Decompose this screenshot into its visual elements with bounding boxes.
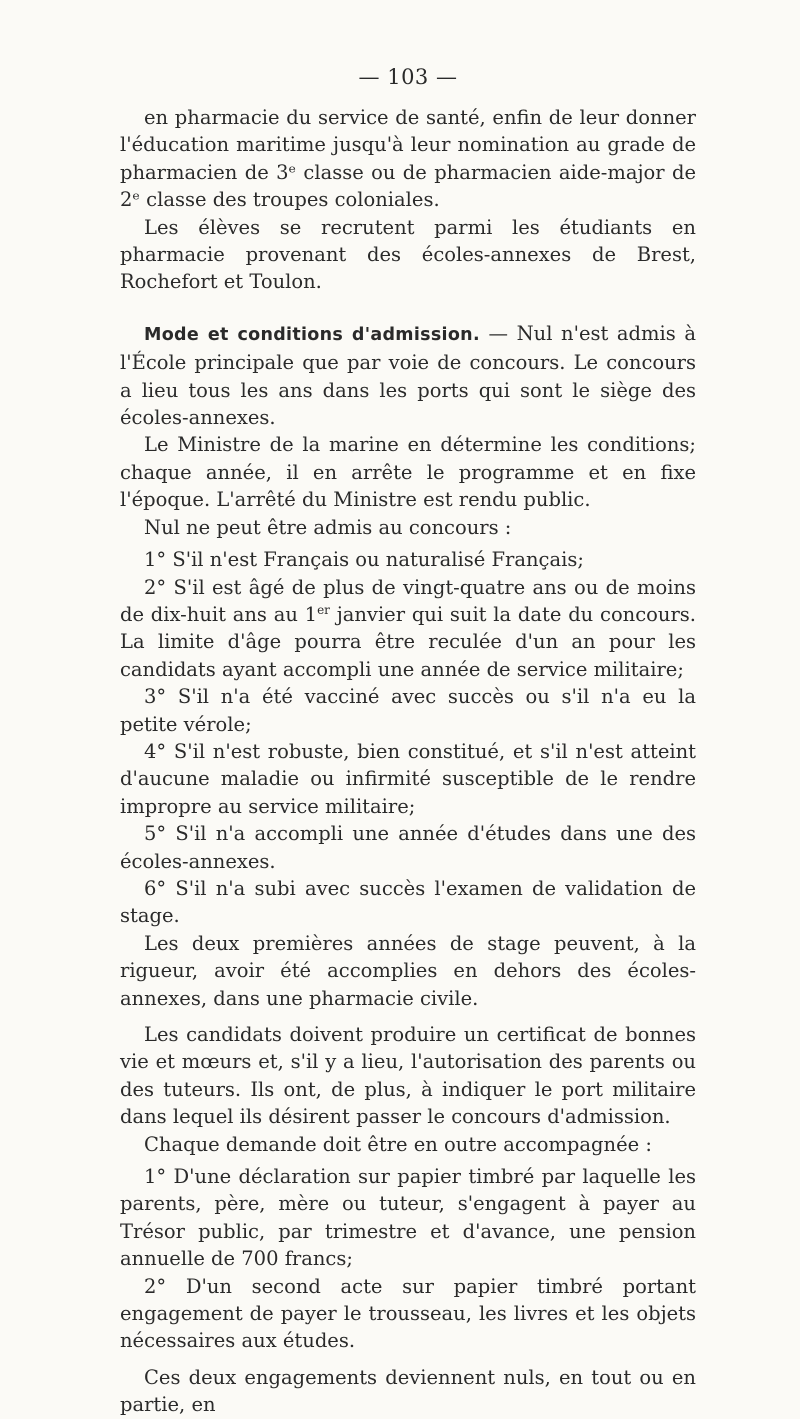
ordinal-superscript: er [317,602,330,617]
list-item: 3° S'il n'a été vacciné avec succès ou s'il n'a eu la petite vérole; [120,685,696,736]
list-item: 1° D'une déclaration sur papier timbré par laquelle les parents, père, mère ou tuteur, s'engagent à payer au Trésor public, par trimestre et d'avance, une pension annuelle de 700 francs; [120,1165,696,1271]
section-heading: Mode et conditions d'admission. [144,324,480,345]
list-item: 2° S'il est âgé de plus de vingt-quatre ans ou de moins de dix-huit ans au 1er janvier qui suit la date du concours. La limite d'âge pourra être reculée d'un an pour les candidats ayant accompli une année de service militaire; [120,575,696,681]
list-item: 6° S'il n'a subi avec succès l'examen de validation de stage. [120,876,696,928]
page-content [120,62,696,1419]
paragraph: Les élèves se recrutent parmi les étudiants en pharmacie provenant des écoles-annexes de Brest, Rochefort et Toulon. [120,215,696,294]
list-item: 5° S'il n'a accompli une année d'études dans une des écoles-annexes. [120,822,696,873]
paragraph: Nul ne peut être admis au concours : [144,515,512,539]
paragraph: Les deux premières années de stage peuvent, à la rigueur, avoir été accomplies en dehors des écoles-annexes, dans une pharmacie civile. [120,931,696,1010]
list-item: 4° S'il n'est robuste, bien constitué, et s'il n'est atteint d'aucune maladie ou infirmité susceptible de le rendre impropre au service militaire; [120,739,696,818]
list-item: 2° D'un second acte sur papier timbré portant engagement de payer le trousseau, les livres et les objets nécessaires aux études. [120,1274,696,1353]
paragraph: en pharmacie du service de santé, enfin de leur donner l'éducation maritime jusqu'à leur nomination au grade de pharmacien de 3ᵉ classe ou de pharmacien aide-major de 2ᵉ classe des troupes coloniales. [120,106,696,212]
page-number: — 103 — [358,65,458,89]
section-paragraph [120,320,696,432]
list-item: 1° S'il n'est Français ou naturalisé Français; [144,548,584,572]
paragraph: Le Ministre de la marine en détermine les conditions; chaque année, il en arrête le programme et en fixe l'époque. L'arrêté du Ministre est rendu public. [120,433,696,512]
paragraph: Les candidats doivent produire un certificat de bonnes vie et mœurs et, s'il y a lieu, l'autorisation des parents ou des tuteurs. Ils ont, de plus, à indiquer le port militaire dans lequel ils désirent passer le concours d'admission. [120,1023,696,1129]
paragraph: Chaque demande doit être en outre accompagnée : [144,1132,652,1156]
section-body: — Nul n'est admis à l'École principale que par voie de concours. Le concours a lieu tous les ans dans les ports qui sont le siège des écoles-annexes. [120,321,696,430]
paragraph: Ces deux engagements deviennent nuls, en tout ou en partie, en [120,1365,696,1417]
